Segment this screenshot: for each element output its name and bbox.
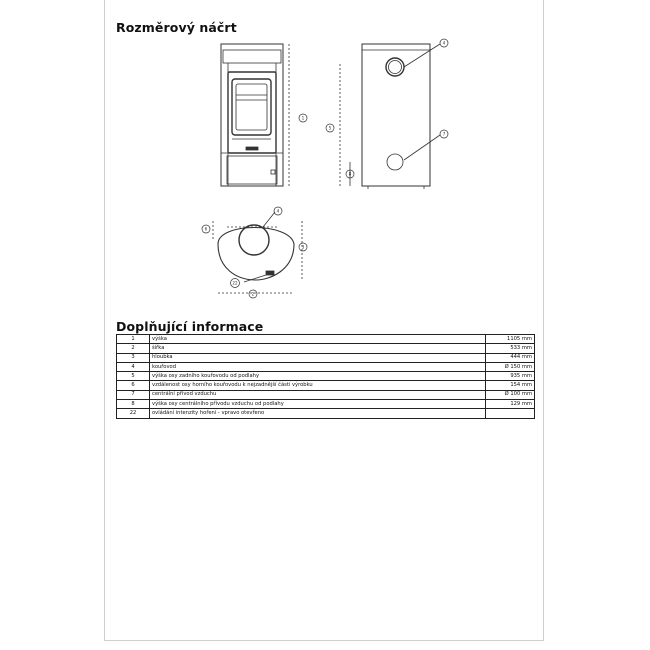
spec-value-cell: 1105 mm [486, 335, 535, 344]
spec-label-cell: šířka [150, 344, 486, 353]
spec-label-cell: vzdálenost osy horního kouřovodu k nejzadnější části výrobku [150, 381, 486, 390]
spec-label-cell: hloubka [150, 353, 486, 362]
spec-number-cell: 1 [117, 335, 150, 344]
specs-table [116, 334, 535, 419]
spec-number-cell: 22 [117, 409, 150, 418]
side-view [340, 44, 440, 189]
spec-number-cell: 8 [117, 400, 150, 409]
callout-7: 7 [442, 131, 446, 137]
spec-number-cell: 2 [117, 344, 150, 353]
table-row [117, 390, 535, 399]
spec-value-cell: Ø 100 mm [486, 390, 535, 399]
spec-number-cell: 7 [117, 390, 150, 399]
spec-label-cell: ovládání intenzity hoření - vpravo otevřeno [150, 409, 486, 418]
spec-label-cell: výška osy zadního kouřovodu od podlahy [150, 372, 486, 381]
callout-5: 5 [328, 125, 332, 131]
table-row [117, 353, 535, 362]
spec-number-cell: 4 [117, 362, 150, 371]
plan-view [213, 212, 302, 293]
spec-value-cell: 533 mm [486, 344, 535, 353]
table-row [117, 409, 535, 418]
front-view [221, 44, 289, 186]
spec-label-cell: centrální přívod vzduchu [150, 390, 486, 399]
sketch-title: Rozměrový náčrt [116, 20, 237, 35]
spec-label-cell: výška [150, 335, 486, 344]
spec-value-cell [486, 409, 535, 418]
spec-number-cell: 5 [117, 372, 150, 381]
info-title: Doplňující informace [116, 319, 264, 334]
spec-number-cell: 6 [117, 381, 150, 390]
callout-bubbles [202, 39, 448, 298]
callout-6: 6 [204, 226, 208, 232]
callout-1: 1 [301, 115, 305, 121]
callout-4-side: 4 [442, 40, 446, 46]
spec-value-cell: 154 mm [486, 381, 535, 390]
table-row [117, 344, 535, 353]
spec-value-cell: Ø 150 mm [486, 362, 535, 371]
spec-value-cell: 129 mm [486, 400, 535, 409]
table-row [117, 362, 535, 371]
dimension-drawing [0, 0, 650, 320]
callout-2: 2 [251, 291, 255, 297]
spec-label-cell: výška osy centrálního přívodu vzduchu od podlahy [150, 400, 486, 409]
callout-3: 3 [301, 244, 305, 250]
spec-number-cell: 3 [117, 353, 150, 362]
table-row [117, 335, 535, 344]
callout-8: 8 [348, 171, 352, 177]
spec-value-cell: 444 mm [486, 353, 535, 362]
table-row [117, 381, 535, 390]
callout-22: 22 [232, 280, 238, 286]
spec-label-cell: kouřovod [150, 362, 486, 371]
table-row [117, 372, 535, 381]
spec-value-cell: 935 mm [486, 372, 535, 381]
callout-4-plan: 4 [276, 208, 280, 214]
table-row [117, 400, 535, 409]
